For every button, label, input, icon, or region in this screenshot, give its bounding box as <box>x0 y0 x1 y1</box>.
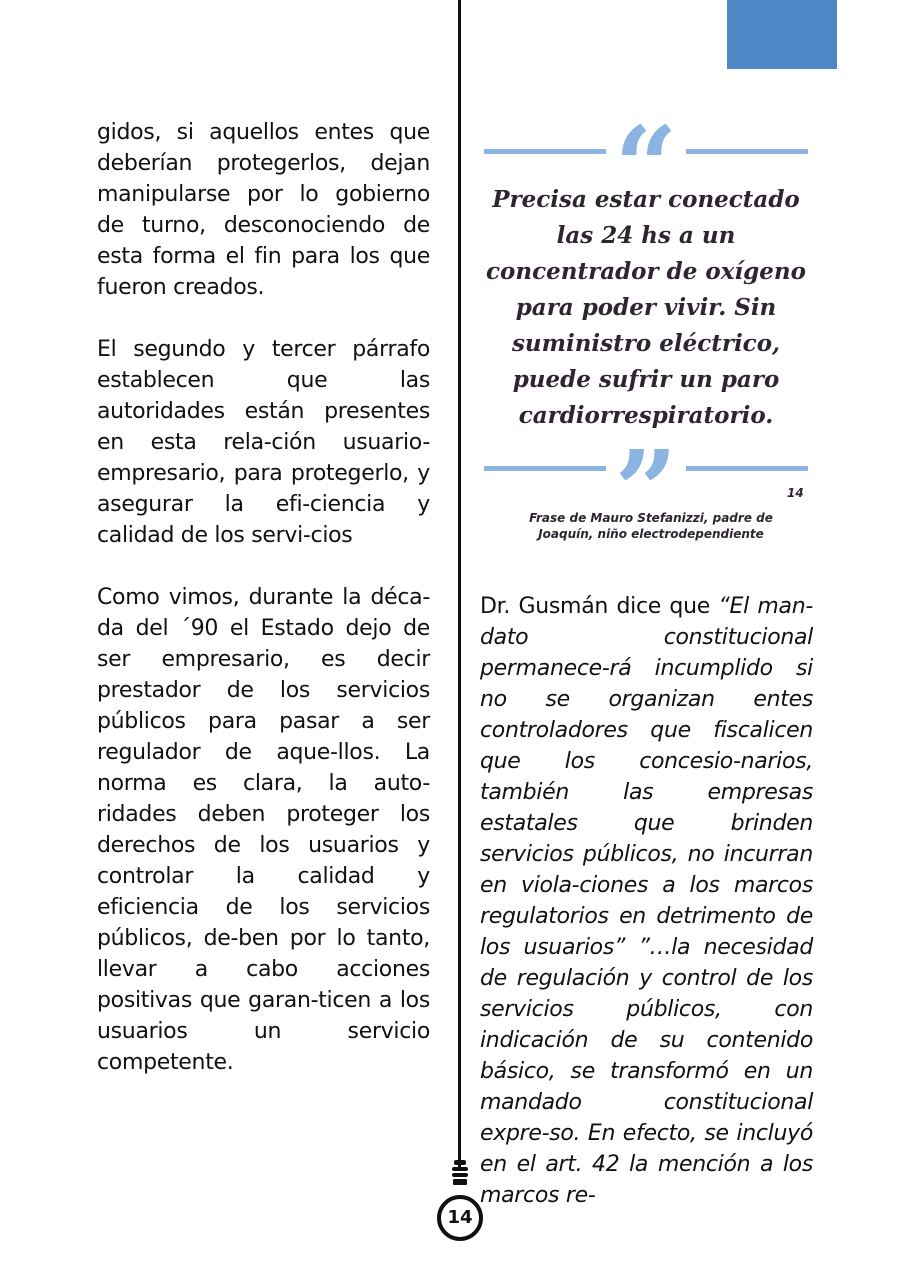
page-number: 14 <box>447 1207 473 1228</box>
quote-rule-top-right <box>686 149 808 154</box>
footnote-number: 14 <box>787 486 804 500</box>
center-divider-line <box>458 0 461 1168</box>
quote-text: Precisa estar conectado las 24 hs a un concentrador de oxígeno para poder vivir. Sin suministro eléctrico, puede sufrir un paro cardiorrespiratorio. <box>486 186 806 429</box>
quote-attribution: Frase de Mauro Stefanizzi, padre de Joaquín, niño electrodependiente <box>529 511 773 541</box>
close-quote-icon: ” <box>614 426 678 555</box>
paragraph-intro: Dr. Gusmán dice que <box>480 594 719 619</box>
pull-quote <box>484 102 808 555</box>
left-column <box>97 117 430 1109</box>
paragraph <box>480 591 813 1211</box>
paragraph: El segundo y tercer párrafo establecen que las autoridades están presentes en esta rela-ción usuario-empresario, para protegerlo, y asegurar la efi-ciencia y calidad de los servi-cios <box>97 337 430 548</box>
cited-quotation: “El man-dato constitucional permanece-rá incumplido si no se organizan entes controladores que fiscalicen que los concesio-narios, también las empresas estatales que brinden servicios públicos, no incurran en viola-ciones a los marcos regulatorios en detrimento de los usuarios” ”…la necesidad de regulación y control de los servicios públicos, con indicación de su contenido básico, se transformó en un mandado constitucional expre-so. En efecto, se incluyó en el art. 42 la mención a los marcos re- <box>480 594 813 1208</box>
open-quote-icon: “ <box>614 102 678 231</box>
quote-rule-bottom-right <box>686 466 808 471</box>
paragraph: gidos, si aquellos entes que deberían protegerlos, dejan manipularse por lo gobierno de turno, desconociendo de esta forma el fin para los que fueron creados. <box>97 120 430 300</box>
corner-accent-block <box>727 0 837 69</box>
quote-rule-top-left <box>484 149 606 154</box>
quote-rule-bottom-left <box>484 466 606 471</box>
right-column <box>480 591 813 1242</box>
paragraph: Como vimos, durante la déca-da del ´90 el Estado dejo de ser empresario, es decir prestador de los servicios públicos para pasar a ser regulador de aque-llos. La norma es clara, la auto-ridades deben proteger los derechos de los usuarios y controlar la calidad y eficiencia de los servicios públicos, de-ben por lo tanto, llevar a cabo acciones positivas que garan-ticen a los usuarios un servicio competente. <box>97 585 430 1075</box>
